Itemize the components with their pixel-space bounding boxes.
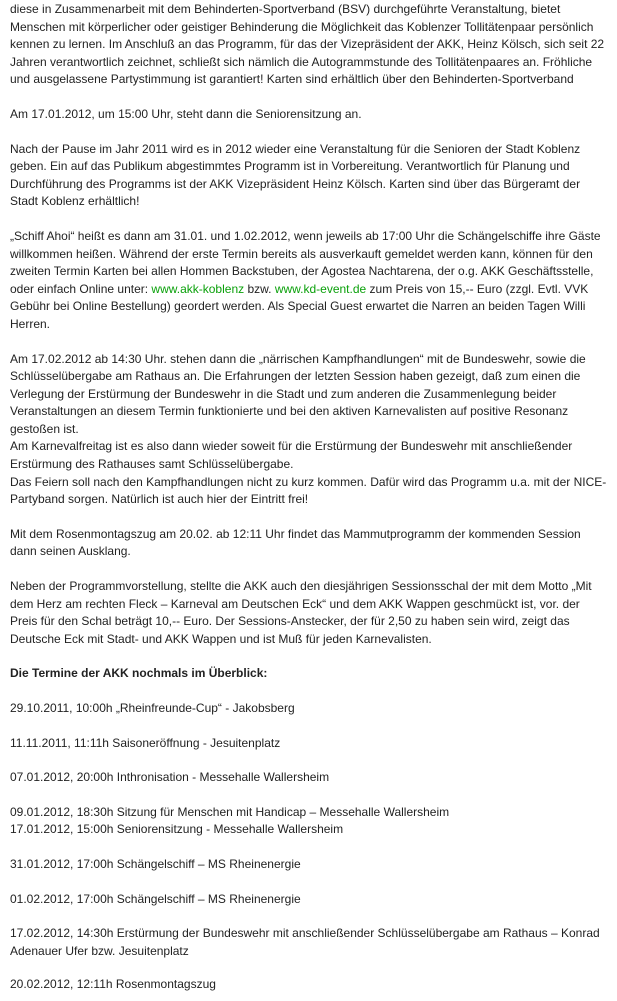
schiff-ahoi-text-2: bzw. — [244, 281, 275, 296]
paragraph-bsv: diese in Zusammenarbeit mit dem Behinderten-Sportverband (BSV) durchgeführte Veranstaltung, bietet Menschen mit körperlicher oder geistiger Behinderung die Möglichkeit das Koblenzer Tollitätenpaar persönlich kennen zu lernen. Im Anschluß an das Programm, für das der Vizepräsident der AKK, Heinz Kölsch, sich seit 22 Jahren verantwortlich zeichnet, schließt sich nämlich die Autogrammstunde des Tollitätenpaares an. Fröhliche und ausgelassene Partystimmung ist garantiert! Karten sind erhältlich über den Behinderten-Sportverband — [10, 2, 605, 87]
date-item-sitzung-handicap: 09.01.2012, 18:30h Sitzung für Menschen mit Handicap – Messehalle Wallersheim — [10, 804, 450, 819]
kd-event-link[interactable]: www.kd-event.de — [274, 281, 367, 296]
paragraph-sessionsschal: Neben der Programmvorstellung, stellte die AKK auch den diesjährigen Sessionsschal der mit dem Motto „Mit dem Herz am rechten Fleck – Karneval am Deutschen Eck“ und dem AKK Wappen geschmückt ist, vor. der Preis für den Schal beträgt 10,-- Euro. Der Sessions-Anstecker, der für 2,50 zu haben sein wird, zeigt das Deutsche Eck mit Stadt- und AKK Wappen und ist Muß für jeden Karnevalisten. — [10, 579, 592, 646]
paragraph-feiern: Das Feiern soll nach den Kampfhandlungen nicht zu kurz kommen. Dafür wird das Programm u.a. mit der NICE-Partyband sorgen. Natürlich ist auch hier der Eintritt frei! — [10, 474, 607, 507]
date-item-rosenmontagszug: 20.02.2012, 12:11h Rosenmontagszug — [10, 977, 216, 992]
date-item-schaengelschiff-1: 31.01.2012, 17:00h Schängelschiff – MS Rheinenergie — [10, 856, 301, 871]
paragraph-karnevalfreitag: Am Karnevalfreitag ist es also dann wieder soweit für die Erstürmung der Bundeswehr mit anschließender Erstürmung des Rathauses samt Schlüsselübergabe. — [10, 439, 573, 472]
date-item-seniorensitzung: 17.01.2012, 15:00h Seniorensitzung - Messehalle Wallersheim — [10, 822, 344, 837]
date-item-schaengelschiff-2: 01.02.2012, 17:00h Schängelschiff – MS Rheinenergie — [10, 891, 301, 906]
paragraph-seniorensitzung: Nach der Pause im Jahr 2011 wird es in 2012 wieder eine Veranstaltung für die Senioren der Stadt Koblenz geben. Ein auf das Publikum abgestimmtes Programm ist in Vorbereitung. Verantwortlich für Planung und Durchführung des Programms ist der AKK Vizepräsident Heinz Kölsch. Karten sind über das Bürgeramt der Stadt Koblenz erhältlich! — [10, 141, 581, 209]
date-item-erstuermung: 17.02.2012, 14:30h Erstürmung der Bundeswehr mit anschließender Schlüsselübergabe am Rathaus – Konrad Adenauer Ufer bzw. Jesuitenplatz — [10, 926, 600, 958]
date-item-inthronisation: 07.01.2012, 20:00h Inthronisation - Messehalle Wallersheim — [10, 770, 330, 785]
dates-heading: Die Termine der AKK nochmals im Überblick: — [10, 666, 268, 681]
date-item-rheinfreunde-cup: 29.10.2011, 10:00h „Rheinfreunde-Cup“ - Jakobsberg — [10, 701, 295, 715]
paragraph-seniorensitzung-date: Am 17.01.2012, um 15:00 Uhr, steht dann die Seniorensitzung an. — [10, 106, 362, 121]
paragraph-kampfhandlungen: Am 17.02.2012 ab 14:30 Uhr. stehen dann die „närrischen Kampfhandlungen“ mit de Bundeswehr, sowie die Schlüsselübergabe am Rathaus an. Die Erfahrungen der letzten Session haben gezeigt, daß zum einen die Verlegung der Erstürmung der Bundeswehr in die Stadt und zum anderen die Zusammenlegung beider Veranstaltungen an diesem Termin funktionierte und bei den aktiven Karnevalisten auf positive Resonanz gestoßen ist. — [10, 351, 586, 436]
schiff-ahoi-text-1: „Schiff Ahoi“ heißt es dann am 31.01. und 1.02.2012, wenn jeweils ab 17:00 Uhr die Schängelschiffe ihre Gäste willkommen heißen. Während der erste Termin bereits als ausverkauft gemeldet werden kann, können für den zweiten Termin Karten bei allen Hommen Backstuben, der Agostea Nachtarena, der o.g. AKK Geschäftsstelle, oder einfach Online unter: — [10, 228, 601, 296]
akk-koblenz-link[interactable]: www.akk-koblenz — [151, 281, 245, 296]
date-item-saisoneroeffnung: 11.11.2011, 11:11h Saisoneröffnung - Jesuitenplatz — [10, 735, 281, 750]
paragraph-rosenmontagszug: Mit dem Rosenmontagszug am 20.02. ab 12:11 Uhr findet das Mammutprogramm der kommenden Session dann seinen Ausklang. — [10, 526, 581, 559]
schiff-ahoi-text-3: zum Preis von 15,-- Euro (zzgl. Evtl. VVK Gebühr bei Online Bestellung) geordert werden. Als Special Guest erwartet die Narren an beiden Tagen Willi Herren. — [10, 281, 589, 331]
paragraph-schiff-ahoi — [10, 228, 607, 334]
